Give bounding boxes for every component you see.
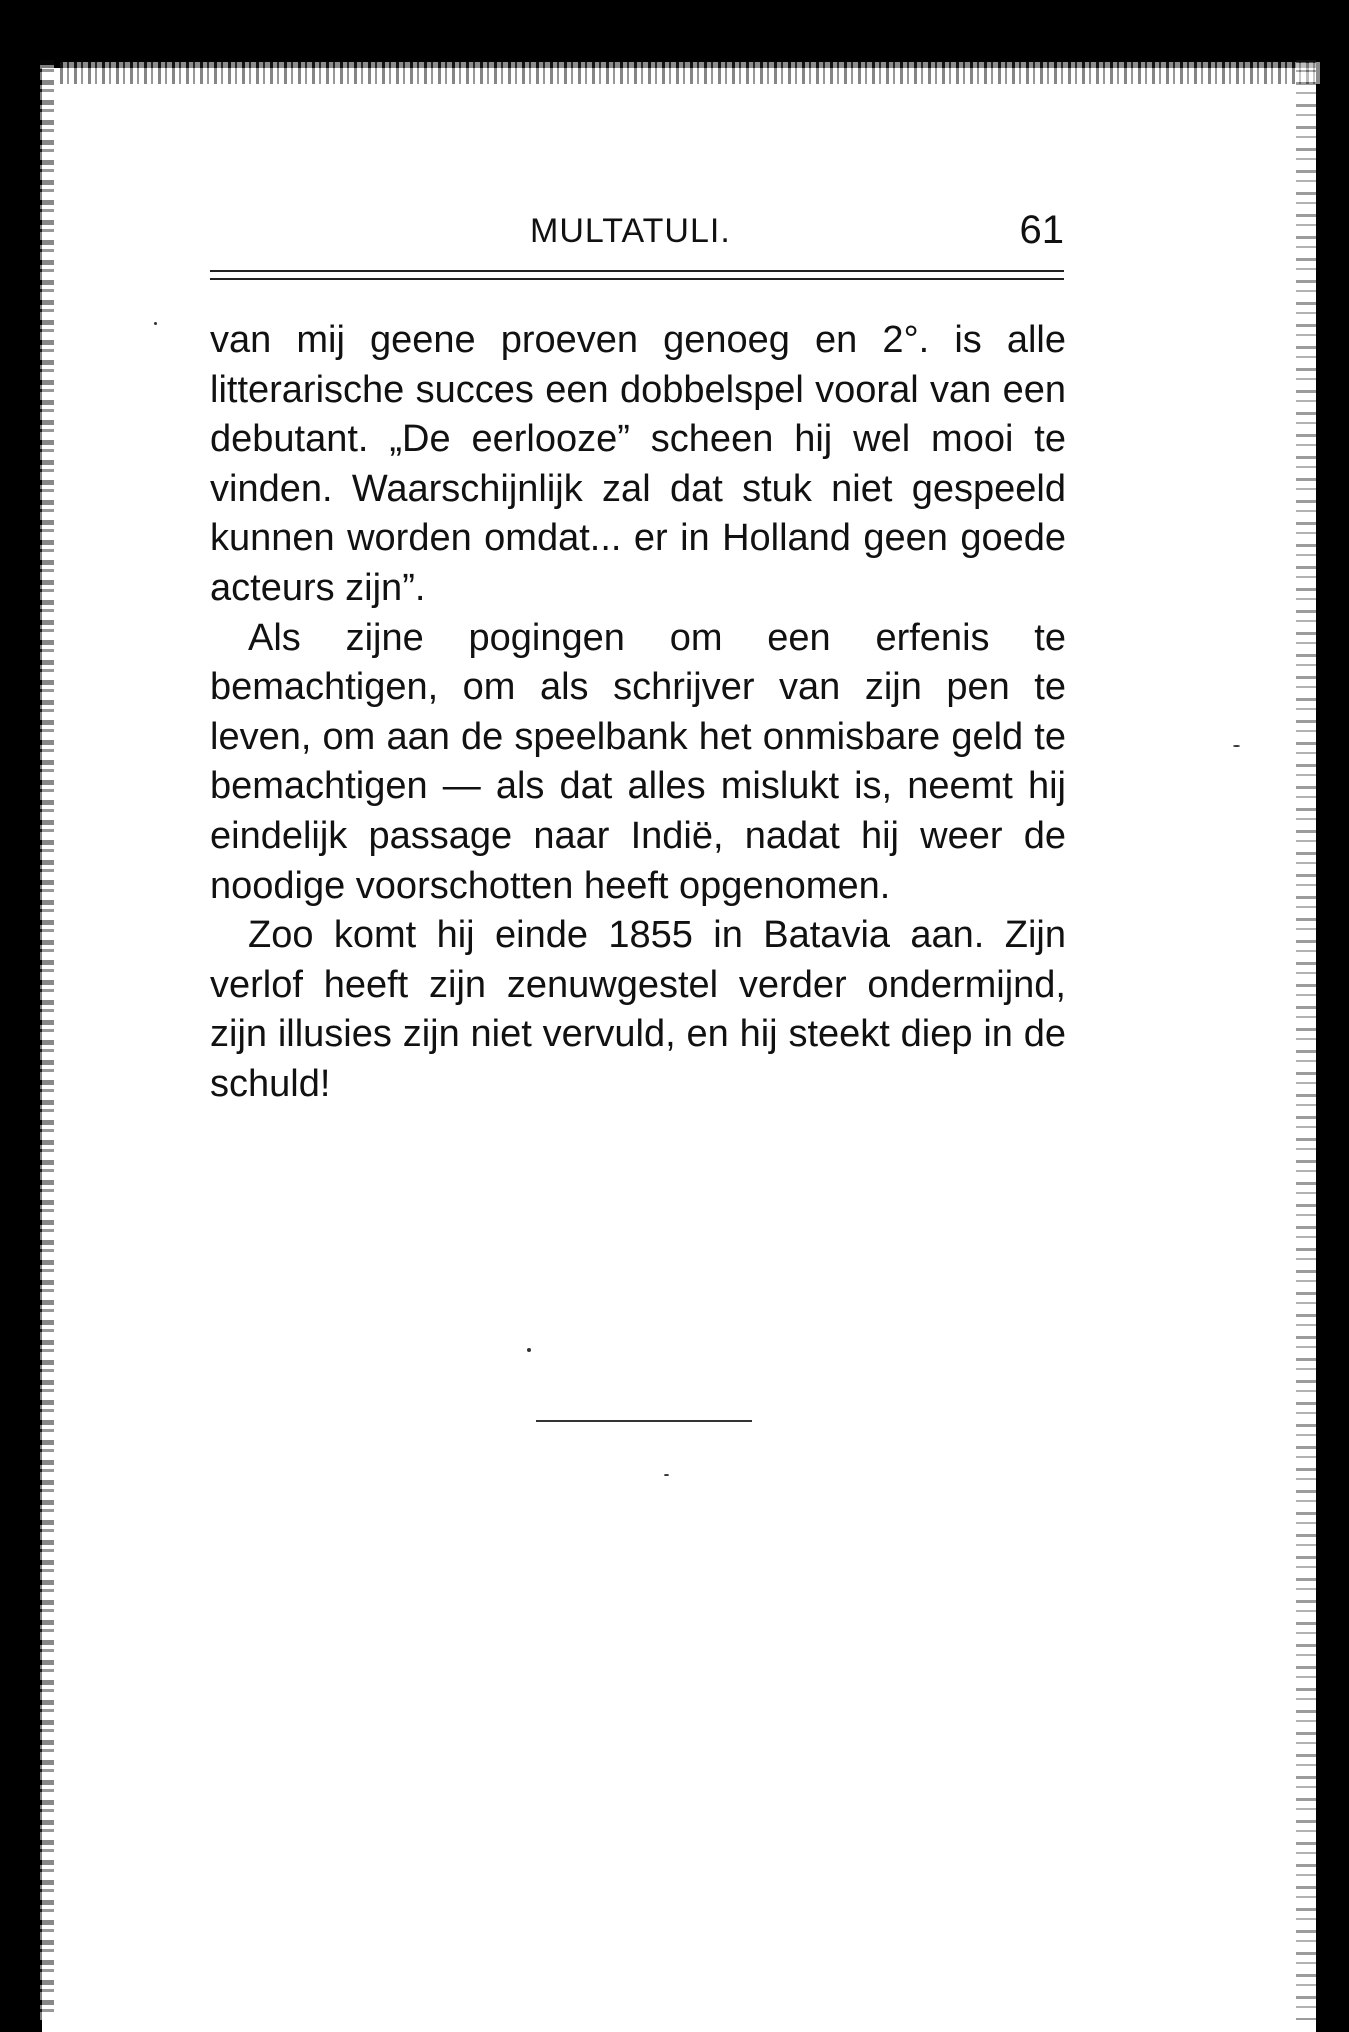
scan-border-left xyxy=(0,0,42,2032)
scan-border-top xyxy=(0,0,1349,68)
paragraph: Als zijne pogingen om een erfenis te bemachtigen, om als schrijver van zijn pen te leven, om aan de speelbank het onmisbare geld te bemachtigen — als dat alles mislukt is, neemt hij eindelijk passage naar Indië, nadat hij weer de noodige voorschotten heeft opgenomen. xyxy=(210,616,1066,907)
header-double-rule xyxy=(210,270,1064,280)
scan-speck xyxy=(1233,745,1240,747)
scan-edge-right xyxy=(1296,60,1316,2020)
scan-edge-left xyxy=(40,60,54,2020)
paragraph: Zoo komt hij einde 1855 in Batavia aan. Zijn verlof heeft zijn zenuwgestel verder ondermijnd, zijn illusies zijn niet vervuld, en hij steekt diep in de schuld! xyxy=(210,914,1066,1105)
scan-edge-top xyxy=(60,62,1320,84)
scan-border-right xyxy=(1316,0,1349,2032)
running-title: MULTATULI. xyxy=(530,212,731,250)
paragraph: van mij geene proeven genoeg en 2°. is alle litterarische succes een dobbelspel vooral van een debutant. „De eerlooze” scheen hij wel mooi te vinden. Waarschijnlijk zal dat stuk niet gespeeld kunnen worden omdat... er in Holland geen goede acteurs zijn”. xyxy=(210,319,1066,609)
running-head xyxy=(210,208,1064,262)
scan-speck xyxy=(154,322,157,325)
scan-speck xyxy=(527,1348,531,1352)
page-number: 61 xyxy=(1019,208,1064,252)
body-text xyxy=(210,316,1066,1110)
scan-speck xyxy=(664,1474,669,1476)
end-of-section-rule xyxy=(536,1420,752,1422)
